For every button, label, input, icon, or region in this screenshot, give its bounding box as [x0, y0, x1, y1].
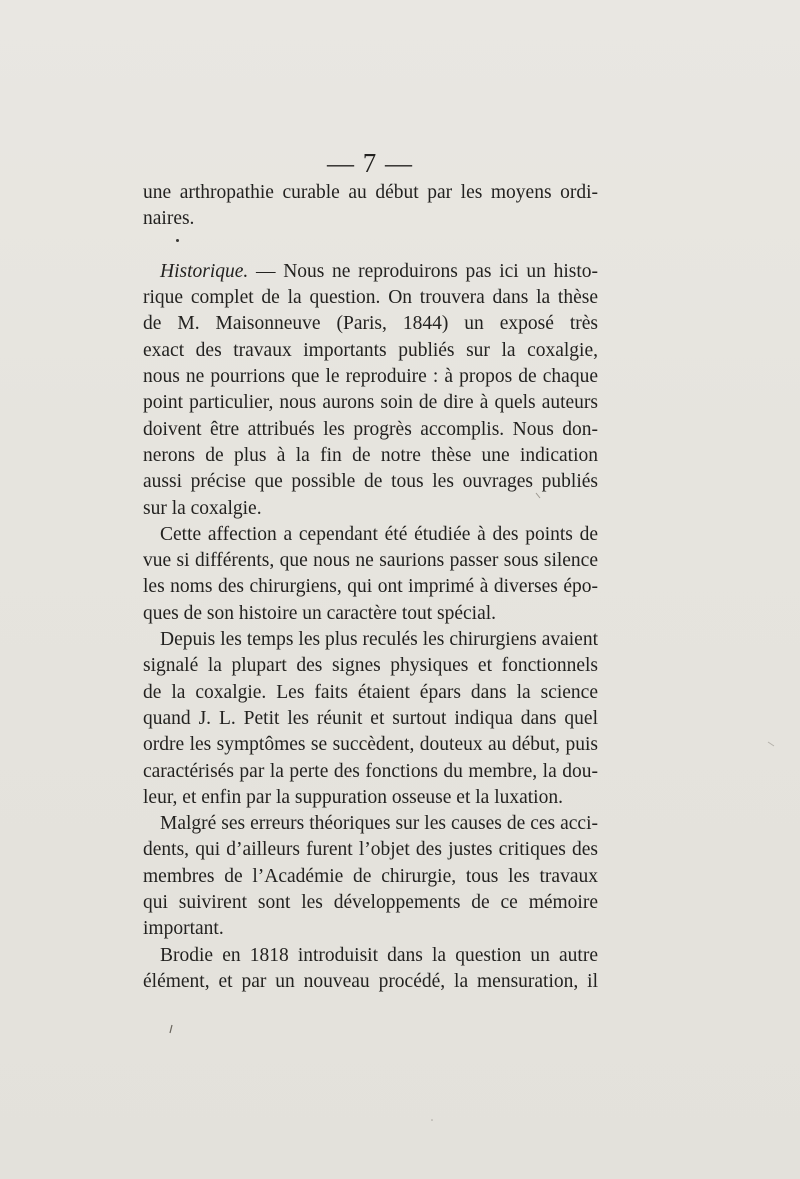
text-line: membres de l’Académie de chirurgie, tous les travaux [143, 865, 598, 887]
page-number: — 7 — [327, 148, 413, 178]
text-line: Depuis les temps les plus reculés les chirurgiens avaient [160, 629, 598, 651]
paragraph-3 [143, 522, 598, 627]
paragraph-6 [143, 943, 598, 996]
text-line: point particulier, nous aurons soin de dire à quels auteurs [143, 392, 598, 414]
paper-speck [431, 1119, 433, 1121]
text-line: Cette affection a cependant été étudiée à des points de [160, 523, 598, 545]
text-line: Brodie en 1818 introduisit dans la question un autre [160, 944, 598, 966]
paragraph-4 [143, 627, 598, 811]
text-line: leur, et enfin par la suppuration osseuse et la luxation. [143, 786, 563, 808]
paragraph-1 [143, 180, 598, 233]
text-line: qui suivirent sont les développements de ce mémoire [143, 892, 598, 914]
text-line: dents, qui d’ailleurs furent l’objet des justes critiques des [143, 839, 598, 861]
text-line: Malgré ses erreurs théoriques sur les causes de ces acci- [160, 813, 598, 835]
text-line: naires. [143, 208, 195, 230]
text-line: doivent être attribués les progrès accomplis. Nous don- [143, 418, 598, 440]
paper-speck [170, 1025, 172, 1033]
text-line: de la coxalgie. Les faits étaient épars dans la science [143, 681, 598, 703]
text-line: de M. Maisonneuve (Paris, 1844) un exposé très [143, 313, 598, 335]
paper-speck [768, 742, 774, 746]
text-line: aussi précise que possible de tous les ouvrages publiés [143, 471, 598, 493]
text-line: nerons de plus à la fin de notre thèse une indication [143, 444, 598, 466]
text-line: quand J. L. Petit les réunit et surtout indiqua dans quel [143, 707, 598, 729]
text-line: rique complet de la question. On trouvera dans la thèse [143, 287, 598, 309]
text-line: sur la coxalgie. [143, 497, 262, 519]
paragraph-5 [143, 811, 598, 942]
body-text [143, 180, 598, 995]
text-line [143, 259, 598, 285]
paragraph-historique [143, 259, 598, 522]
text-line: nous ne pourrions que le reproduire : à propos de chaque [143, 366, 598, 388]
text-line: les noms des chirurgiens, qui ont imprimé à diverses épo- [143, 576, 598, 598]
text-line: exact des travaux importants publiés sur la coxalgie, [143, 339, 598, 361]
text-line: élément, et par un nouveau procédé, la mensuration, il [143, 970, 598, 992]
text-line-continuation: — Nous ne reproduirons pas ici un histo- [248, 260, 598, 282]
text-line: caractérisés par la perte des fonctions du membre, la dou- [143, 760, 598, 782]
text-line: signalé la plupart des signes physiques et fonctionnels [143, 655, 598, 677]
text-line: ques de son histoire un caractère tout spécial. [143, 602, 497, 624]
text-line: important. [143, 918, 224, 940]
text-line: vue si différents, que nous ne saurions passer sous silence [143, 550, 598, 572]
text-line: ordre les symptômes se succèdent, douteux au début, puis [143, 734, 598, 756]
paragraph-gap [143, 233, 598, 259]
text-line: une arthropathie curable au début par les moyens ordi- [143, 182, 598, 203]
section-heading: Historique. [160, 260, 249, 282]
